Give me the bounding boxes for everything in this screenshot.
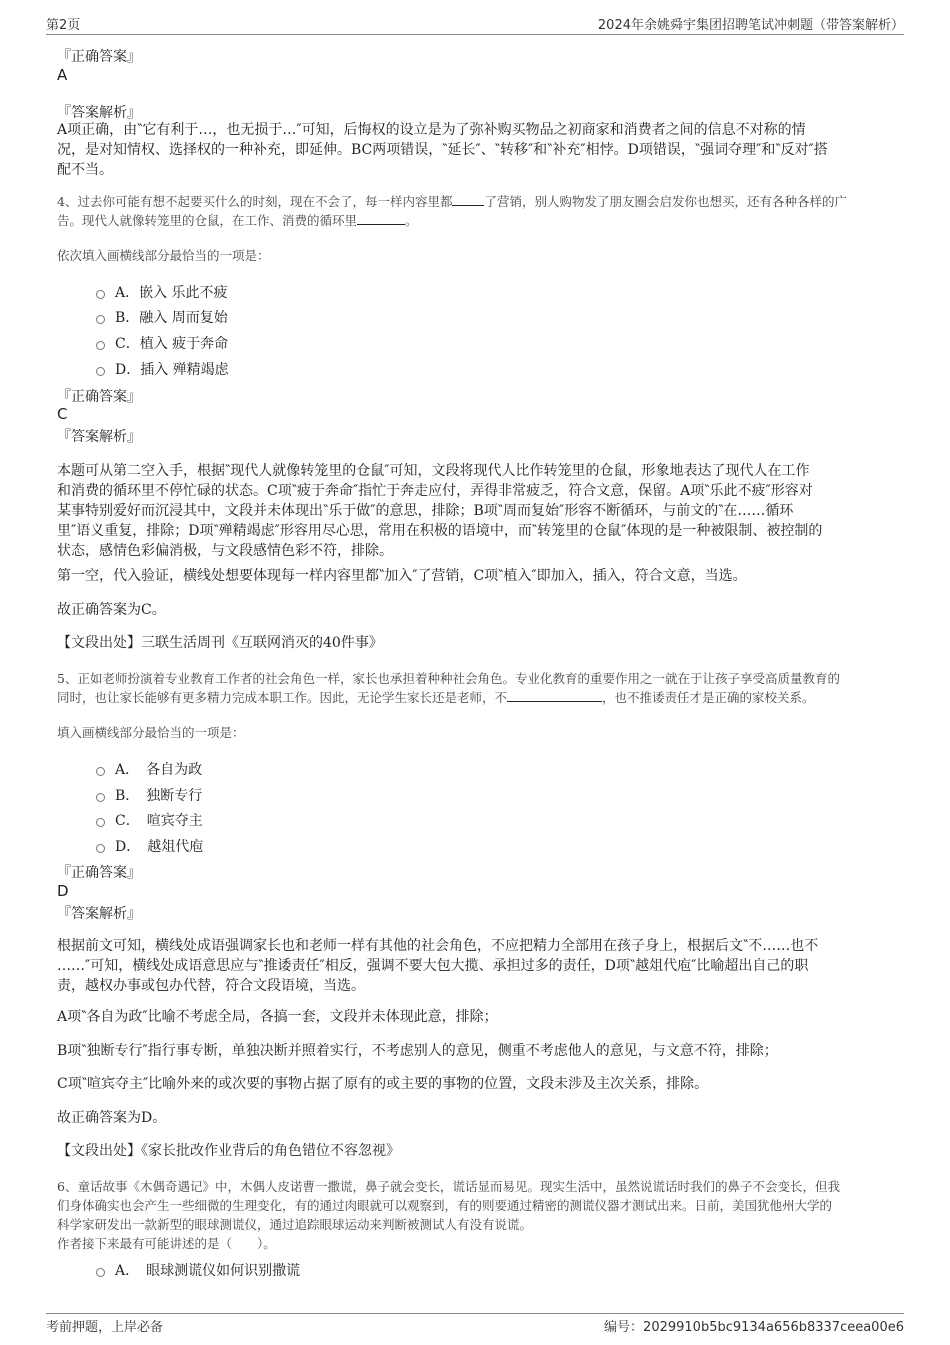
radio-icon[interactable] (96, 1268, 105, 1277)
question-stem: 6、童话故事《木偶奇遇记》中，木偶人皮诺曹一撒谎，鼻子就会变长，谎话显而易见。现实生活中，虽然说谎话时我们的鼻子不会变长，但我 们身体确实也会产生一些细微的生理变化，有的通过肉眼就可以观察到，有的则要通过精密的测谎仪器才测试出来。日前，美国犹他州大学的 科学家研发出一款新型的眼球测谎仪，通过追踪眼球运动来判断被测试人有没有说谎。 作者接下来最有可能讲述的是（ ）。 (57, 1179, 840, 1251)
radio-icon[interactable] (96, 367, 105, 376)
footer-slogan: 考前押题，上岸必备 (46, 1320, 164, 1335)
fill-blank (507, 688, 602, 702)
fill-blank (357, 211, 405, 225)
analysis-option-b: B项‶独断专行″指行事专断，单独决断并照着实行，不考虑别人的意见，侧重不考虑他人的意见，与文意不符，排除； (57, 1043, 778, 1059)
document-title: 2024年余姚舜宇集团招聘笔试冲刺题（带答案解析） (597, 18, 904, 33)
option-c[interactable]: C．植入 疲于奔命 (96, 333, 228, 353)
analysis-text: 根据前文可知，横线处成语强调家长也和老师一样有其他的社会角色，不应把精力全部用在孩子身上，根据后文‶不……也不 ……″可知，横线处成语意思应与‶推诿责任″相反，强调不要大包大揽、承担过多的责任，D项‶越俎代庖″比喻超出自己的职 责，越权办事或包办代替，符合文段语境，当选。 (57, 938, 819, 994)
correct-answer: D (57, 882, 69, 900)
analysis-label: 『答案解析』 (57, 105, 141, 121)
answer-label: 『正确答案』 (57, 389, 141, 405)
question-stem: 4、过去你可能有想不起要买什么的时刻，现在不会了，每一样内容里都 了营销，别人购物发了朋友圈会启发你也想买，还有各种各样的广 告。现代人就像转笼里的仓鼠，在工作、消费的循环里 。 (57, 194, 847, 228)
option-d[interactable]: D． 越俎代庖 (96, 836, 203, 856)
fill-blank (452, 192, 484, 206)
option-a[interactable]: A．嵌入 乐此不疲 (96, 282, 228, 302)
question-prompt: 依次填入画横线部分最恰当的一项是： (57, 248, 270, 263)
option-b[interactable]: B．融入 周而复始 (96, 307, 228, 327)
radio-icon[interactable] (96, 818, 105, 827)
document-id: 编号：2029910b5bc9134a656b8337ceea00e6 (604, 1320, 904, 1335)
source-citation: 【文段出处】《家长批改作业背后的角色错位不容忽视》 (57, 1143, 400, 1159)
analysis-text: A项正确，由‶它有利于…，也无损于…″可知，后悔权的设立是为了弥补购买物品之初商家和消费者之间的信息不对称的情 况，是对知情权、选择权的一种补充，即延伸。BC两项错误，‶延长″、‶转移″和‶补充″相悖。D项错误，‶强词夺理″和‶反对″搭 配不当。 (57, 122, 828, 178)
option-d[interactable]: D．插入 殚精竭虑 (96, 359, 229, 379)
option-a[interactable]: A． 各自为政 (96, 759, 202, 779)
analysis-option-a: A项‶各自为政″比喻不考虑全局，各搞一套，文段并未体现此意，排除； (57, 1009, 498, 1025)
radio-icon[interactable] (96, 767, 105, 776)
radio-icon[interactable] (96, 341, 105, 350)
analysis-conclusion: 故正确答案为C。 (57, 602, 166, 618)
radio-icon[interactable] (96, 793, 105, 802)
answer-label: 『正确答案』 (57, 865, 141, 881)
correct-answer: C (57, 405, 68, 423)
analysis-text: 本题可从第二空入手，根据‶现代人就像转笼里的仓鼠″可知，文段将现代人比作转笼里的仓鼠，形象地表达了现代人在工作 和消费的循环里不停忙碌的状态。C项‶疲于奔命″指忙于奔走应付，弄得非常疲乏，符合文意，保留。A项‶乐此不疲″形容对 某事特别爱好而沉浸其中，文段并未体现出‶乐于做″的意思，排除；B项‶周而复始″形容不断循环，与前文的‶在……循环 里″语义重复，排除；D项‶殚精竭虑″形容用尽心思，常用在积极的语境中，而‶转笼里的仓鼠″体现的是一种被限制、被控制的 状态，感情色彩偏消极，与文段感情色彩不符，排除。 (57, 463, 823, 559)
page-header (46, 14, 904, 35)
option-c[interactable]: C． 喧宾夺主 (96, 810, 203, 830)
question-stem: 5、正如老师扮演着专业教育工作者的社会角色一样，家长也承担着种种社会角色。专业化教育的重要作用之一就在于让孩子享受高质量教育的 同时，也让家长能够有更多精力完成本职工作。因此，无论学生家长还是老师，不 ，也不推诿责任才是正确的家校关系。 (57, 671, 840, 705)
option-b[interactable]: B． 独断专行 (96, 785, 202, 805)
radio-icon[interactable] (96, 844, 105, 853)
correct-answer: A (57, 66, 68, 84)
answer-label: 『正确答案』 (57, 49, 141, 65)
page-number: 第2页 (46, 18, 81, 33)
analysis-text: 第一空，代入验证，横线处想要体现每一样内容里都‶加入″了营销，C项‶植入″即加入，插入，符合文意，当选。 (57, 568, 747, 584)
question-prompt: 填入画横线部分最恰当的一项是： (57, 725, 245, 740)
option-a[interactable]: A． 眼球测谎仪如何识别撒谎 (96, 1260, 300, 1280)
analysis-conclusion: 故正确答案为D。 (57, 1110, 167, 1126)
analysis-option-c: C项‶喧宾夺主″比喻外来的或次要的事物占据了原有的或主要的事物的位置，文段未涉及主次关系，排除。 (57, 1076, 709, 1092)
analysis-label: 『答案解析』 (57, 906, 141, 922)
radio-icon[interactable] (96, 290, 105, 299)
analysis-label: 『答案解析』 (57, 429, 141, 445)
page-footer (46, 1313, 904, 1336)
radio-icon[interactable] (96, 315, 105, 324)
source-citation: 【文段出处】三联生活周刊《互联网消灭的40件事》 (57, 635, 383, 651)
